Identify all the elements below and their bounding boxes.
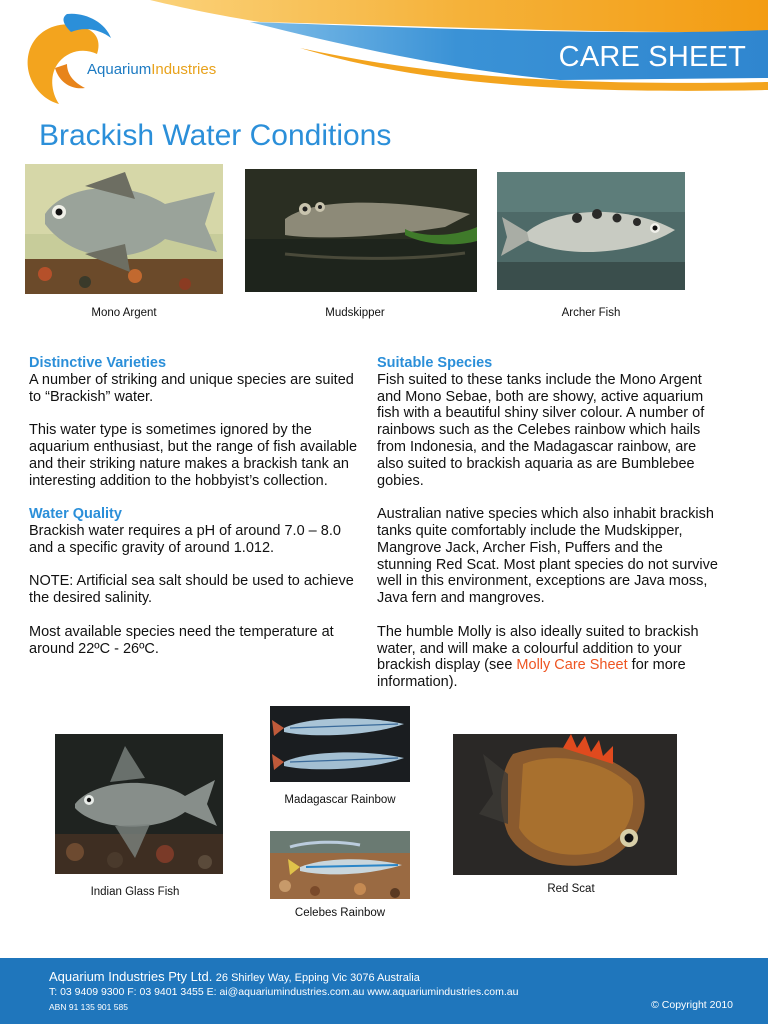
- mudskipper-caption: Mudskipper: [325, 307, 385, 319]
- mono-argent-caption: Mono Argent: [91, 307, 157, 319]
- indian-glass-fish-photo: [55, 734, 223, 874]
- distinctive-varieties-heading: Distinctive Varieties: [29, 355, 167, 371]
- water-quality-para-1: Brackish water requires a pH of around 7.0 – 8.0 and a specific gravity of around 1.012.: [29, 522, 341, 556]
- distinctive-varieties-para-2: This water type is sometimes ignored by the aquarium enthusiast, but the range of fish available and their striking nature makes a brackish tank an interesting addition to the hobbyist’s collection.: [29, 422, 358, 489]
- right-text-column: [377, 355, 719, 708]
- page-title: Brackish Water Conditions: [39, 119, 392, 152]
- celebes-rainbow-photo: [270, 831, 410, 899]
- suitable-species-heading: Suitable Species: [377, 355, 493, 371]
- footer-bar: [0, 958, 768, 1024]
- suitable-species-para-2: Australian native species which also inhabit brackish tanks quite comfortably include the Mudskipper, Mangrove Jack, Archer Fish, Puffers and the stunning Red Scat. Most plant species do not survive well in this environment, exceptions are Java moss, Java fern and mangroves.: [377, 506, 718, 607]
- distinctive-varieties-para-1: A number of striking and unique species are suited to “Brackish” water.: [29, 371, 354, 405]
- molly-text-after: for more information).: [377, 657, 686, 691]
- mudskipper-photo: [245, 169, 477, 292]
- water-quality-heading: Water Quality: [29, 506, 122, 523]
- footer-copyright: © Copyright 2010: [651, 999, 733, 1011]
- red-scat-caption: Red Scat: [547, 883, 595, 895]
- celebes-rainbow-caption: Celebes Rainbow: [294, 907, 386, 919]
- logo-wordmark-part1: Aquarium: [87, 61, 152, 78]
- archer-fish-caption: Archer Fish: [561, 307, 621, 319]
- footer-address: 26 Shirley Way, Epping Vic 3076 Australia: [215, 972, 420, 984]
- suitable-species-para-3: [377, 624, 719, 691]
- suitable-species-para-1: Fish suited to these tanks include the Mono Argent and Mono Sebae, both are showy, active aquarium fish with a beautiful shiny silver colour. A number of rainbows such as the Celebes rainbow which hails from Indonesia, and the Madagascar rainbow, are also suited to brackish aquaria as are Bumblebee gobies.: [377, 371, 705, 489]
- mono-argent-photo: [25, 164, 223, 294]
- water-quality-para-2: NOTE: Artificial sea salt should be used to achieve the desired salinity.: [29, 573, 354, 607]
- footer-abn: ABN 91 135 901 585: [49, 1002, 128, 1012]
- care-sheet-label: CARE SHEET: [558, 41, 746, 73]
- madagascar-rainbow-photo: [270, 706, 410, 782]
- aquarium-industries-logo-icon: [15, 8, 115, 108]
- water-quality-para-3: Most available species need the temperature at around 22ºC - 26ºC.: [29, 623, 334, 657]
- archer-fish-photo: [497, 172, 685, 290]
- logo-wordmark: [87, 61, 216, 78]
- header-banner: [0, 0, 768, 110]
- indian-glass-fish-caption: Indian Glass Fish: [90, 886, 180, 898]
- molly-text-before: The humble Molly is also ideally suited to brackish water, and will make a colourful addition to your brackish display (see: [377, 623, 699, 674]
- logo-wordmark-part2: Industries: [151, 61, 217, 78]
- footer-company-line: [49, 969, 420, 984]
- molly-care-sheet-link[interactable]: Molly Care Sheet: [516, 657, 628, 674]
- madagascar-rainbow-caption: Madagascar Rainbow: [284, 794, 396, 806]
- footer-contact[interactable]: T: 03 9409 9300 F: 03 9401 3455 E: ai@aquariumindustries.com.au www.aquariumindustries.com.au: [49, 986, 519, 998]
- left-text-column: [29, 355, 365, 674]
- footer-company-name: Aquarium Industries Pty Ltd.: [49, 969, 213, 984]
- red-scat-photo: [453, 734, 677, 875]
